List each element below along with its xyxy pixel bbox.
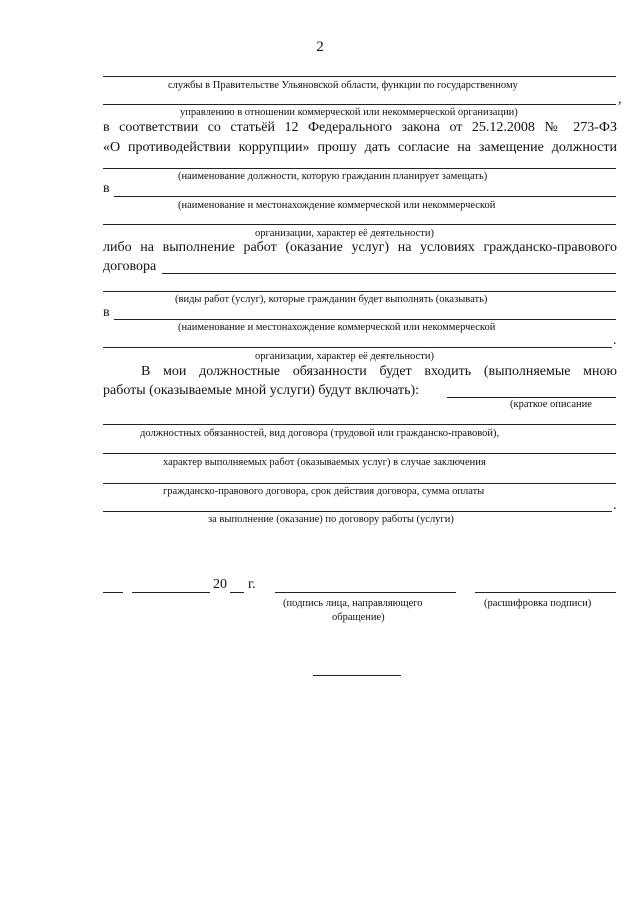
duties-line-2: работы (оказываемые мной услуги) будут включать): (103, 383, 420, 398)
in-label-1: в (103, 181, 110, 196)
law-line-1: в соответствии со статьёй 12 Федерального закона от 25.12.2008 № 273-ФЗ (103, 120, 617, 135)
caption-civil-contract: гражданско-правового договора, срок действия договора, сумма оплаты (163, 486, 485, 497)
signature-line (275, 592, 456, 593)
fill-line (114, 319, 616, 320)
fill-line (103, 76, 616, 77)
caption-org-activity-2: организации, характер её деятельности) (255, 351, 434, 362)
period-1: . (613, 333, 617, 348)
caption-signature-2: обращение) (332, 612, 385, 623)
comma: , (618, 92, 622, 107)
closing-rule (313, 675, 401, 676)
fill-line (114, 196, 616, 197)
fill-line (447, 397, 616, 398)
signature-decode-line (475, 592, 616, 593)
works-line-1: либо на выполнение работ (оказание услуг) на условиях гражданско-правового (103, 240, 617, 255)
date-year-prefix: 20 (213, 577, 227, 592)
in-label-2: в (103, 305, 110, 320)
caption-position: (наименование должности, которую гражданин планирует замещать) (178, 171, 488, 182)
fill-line (103, 424, 616, 425)
caption-nature-of-works: характер выполняемых работ (оказываемых услуг) в случае заключения (163, 457, 486, 468)
fill-line (103, 511, 612, 512)
fill-line (103, 168, 616, 169)
caption-signature: (подпись лица, направляющего (283, 598, 423, 609)
caption-org-activity-1: организации, характер её деятельности) (255, 228, 434, 239)
fill-line (103, 224, 616, 225)
date-year-line (230, 592, 244, 593)
fill-line (103, 291, 616, 292)
period-2: . (613, 498, 617, 513)
fill-line (103, 483, 616, 484)
caption-org-name-2: (наименование и местонахождение коммерческой или некоммерческой (178, 322, 496, 333)
law-line-2: «О противодействии коррупции» прошу дать согласие на замещение должности (103, 140, 617, 155)
date-day-line (103, 592, 123, 593)
caption-service: службы в Правительстве Ульяновской области, функции по государственному (168, 80, 518, 91)
date-month-line (132, 592, 210, 593)
works-line-2: договора (103, 259, 157, 274)
caption-duties: должностных обязанностей, вид договора (трудовой или гражданско-правовой), (140, 428, 500, 439)
caption-management: управлению в отношении коммерческой или некоммерческой организации) (180, 107, 518, 118)
caption-payment: за выполнение (оказание) по договору работы (услуги) (208, 514, 454, 525)
fill-line (103, 104, 616, 105)
fill-line (103, 453, 616, 454)
caption-signature-decode: (расшифровка подписи) (484, 598, 592, 609)
date-year-suffix: г. (248, 577, 256, 592)
caption-works-types: (виды работ (услуг), которые гражданин будет выполнять (оказывать) (175, 294, 488, 305)
fill-line (103, 347, 612, 348)
fill-line (162, 273, 616, 274)
caption-org-name-1: (наименование и местонахождение коммерческой или некоммерческой (178, 200, 496, 211)
duties-line-1: В мои должностные обязанности будет входить (выполняемые мною (141, 364, 617, 379)
page-number: 2 (316, 39, 324, 55)
caption-short-description: (краткое описание (510, 399, 592, 410)
